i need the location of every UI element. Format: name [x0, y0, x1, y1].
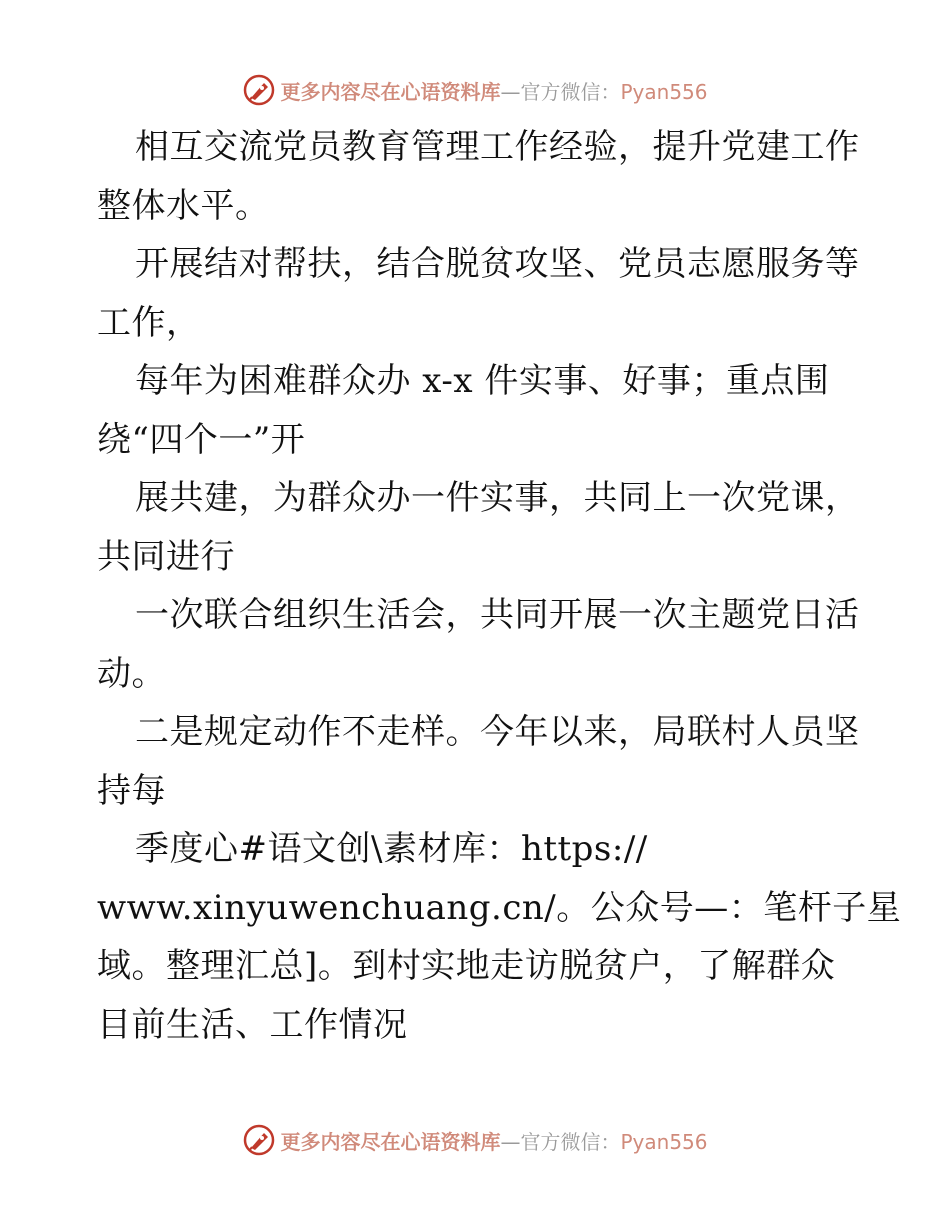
- header-banner: [0, 70, 950, 110]
- body-text: 持每: [97, 770, 166, 811]
- body-text-line: [97, 411, 857, 470]
- header-banner-text: [280, 76, 707, 105]
- footer-banner: [0, 1120, 950, 1160]
- body-text-line: [97, 177, 857, 236]
- body-text-line: [97, 235, 860, 294]
- body-text-line: [97, 294, 857, 353]
- body-text-line: [97, 879, 902, 938]
- body-text: 展共建，为群众办一件实事，共同上一次党课，: [135, 478, 860, 518]
- body-text: 相互交流党员教育管理工作经验，提升党建工作: [135, 127, 860, 167]
- footer-banner-separator: —: [500, 1129, 521, 1154]
- body-text: 开展结对帮扶，结合脱贫攻坚、党员志愿服务等: [135, 244, 860, 284]
- pen-nib-logo-icon: [242, 73, 276, 107]
- body-text-line: [97, 645, 857, 704]
- body-text: 整体水平。: [97, 185, 270, 226]
- header-banner-id: Pyan556: [620, 79, 708, 104]
- body-text: 二是规定动作不走样。今年以来，局联村人员坚: [135, 712, 860, 752]
- body-text: 共同进行: [97, 536, 235, 577]
- body-text: www.xinyuwenchuang.cn/。公众号—：笔杆子星: [97, 887, 902, 928]
- body-text-line: [97, 762, 857, 821]
- body-text-line: [97, 937, 857, 996]
- pen-nib-logo-icon: [242, 1123, 276, 1157]
- body-text: 每年为困难群众办 x-x 件实事、好事；重点围: [135, 361, 830, 401]
- body-text: 季度心#语文创\素材库：https://: [135, 829, 648, 869]
- header-banner-label: 官方微信：: [520, 79, 621, 104]
- footer-banner-text: [280, 1126, 707, 1155]
- document-body: [97, 118, 902, 1054]
- footer-banner-id: Pyan556: [620, 1129, 708, 1154]
- body-text: 一次联合组织生活会，共同开展一次主题党日活: [135, 595, 860, 635]
- body-text-line: [97, 528, 857, 587]
- header-banner-main: 更多内容尽在心语资料库: [280, 79, 501, 104]
- header-banner-separator: —: [500, 79, 521, 104]
- footer-banner-label: 官方微信：: [520, 1129, 621, 1154]
- body-text: 工作，: [97, 302, 201, 343]
- body-text: 域。整理汇总]。到村实地走访脱贫户，了解群众: [97, 946, 836, 986]
- body-text-line: [97, 352, 857, 411]
- body-text-line: [97, 703, 860, 762]
- body-text: 绕“四个一”开: [97, 419, 306, 460]
- body-text: 动。: [97, 653, 166, 694]
- body-text-line: [97, 996, 857, 1055]
- body-text: 目前生活、工作情况: [97, 1004, 408, 1045]
- body-text-line: [97, 820, 857, 879]
- body-text-line: [97, 118, 860, 177]
- body-text-line: [97, 586, 860, 645]
- body-text-line: [97, 469, 860, 528]
- footer-banner-main: 更多内容尽在心语资料库: [280, 1129, 501, 1154]
